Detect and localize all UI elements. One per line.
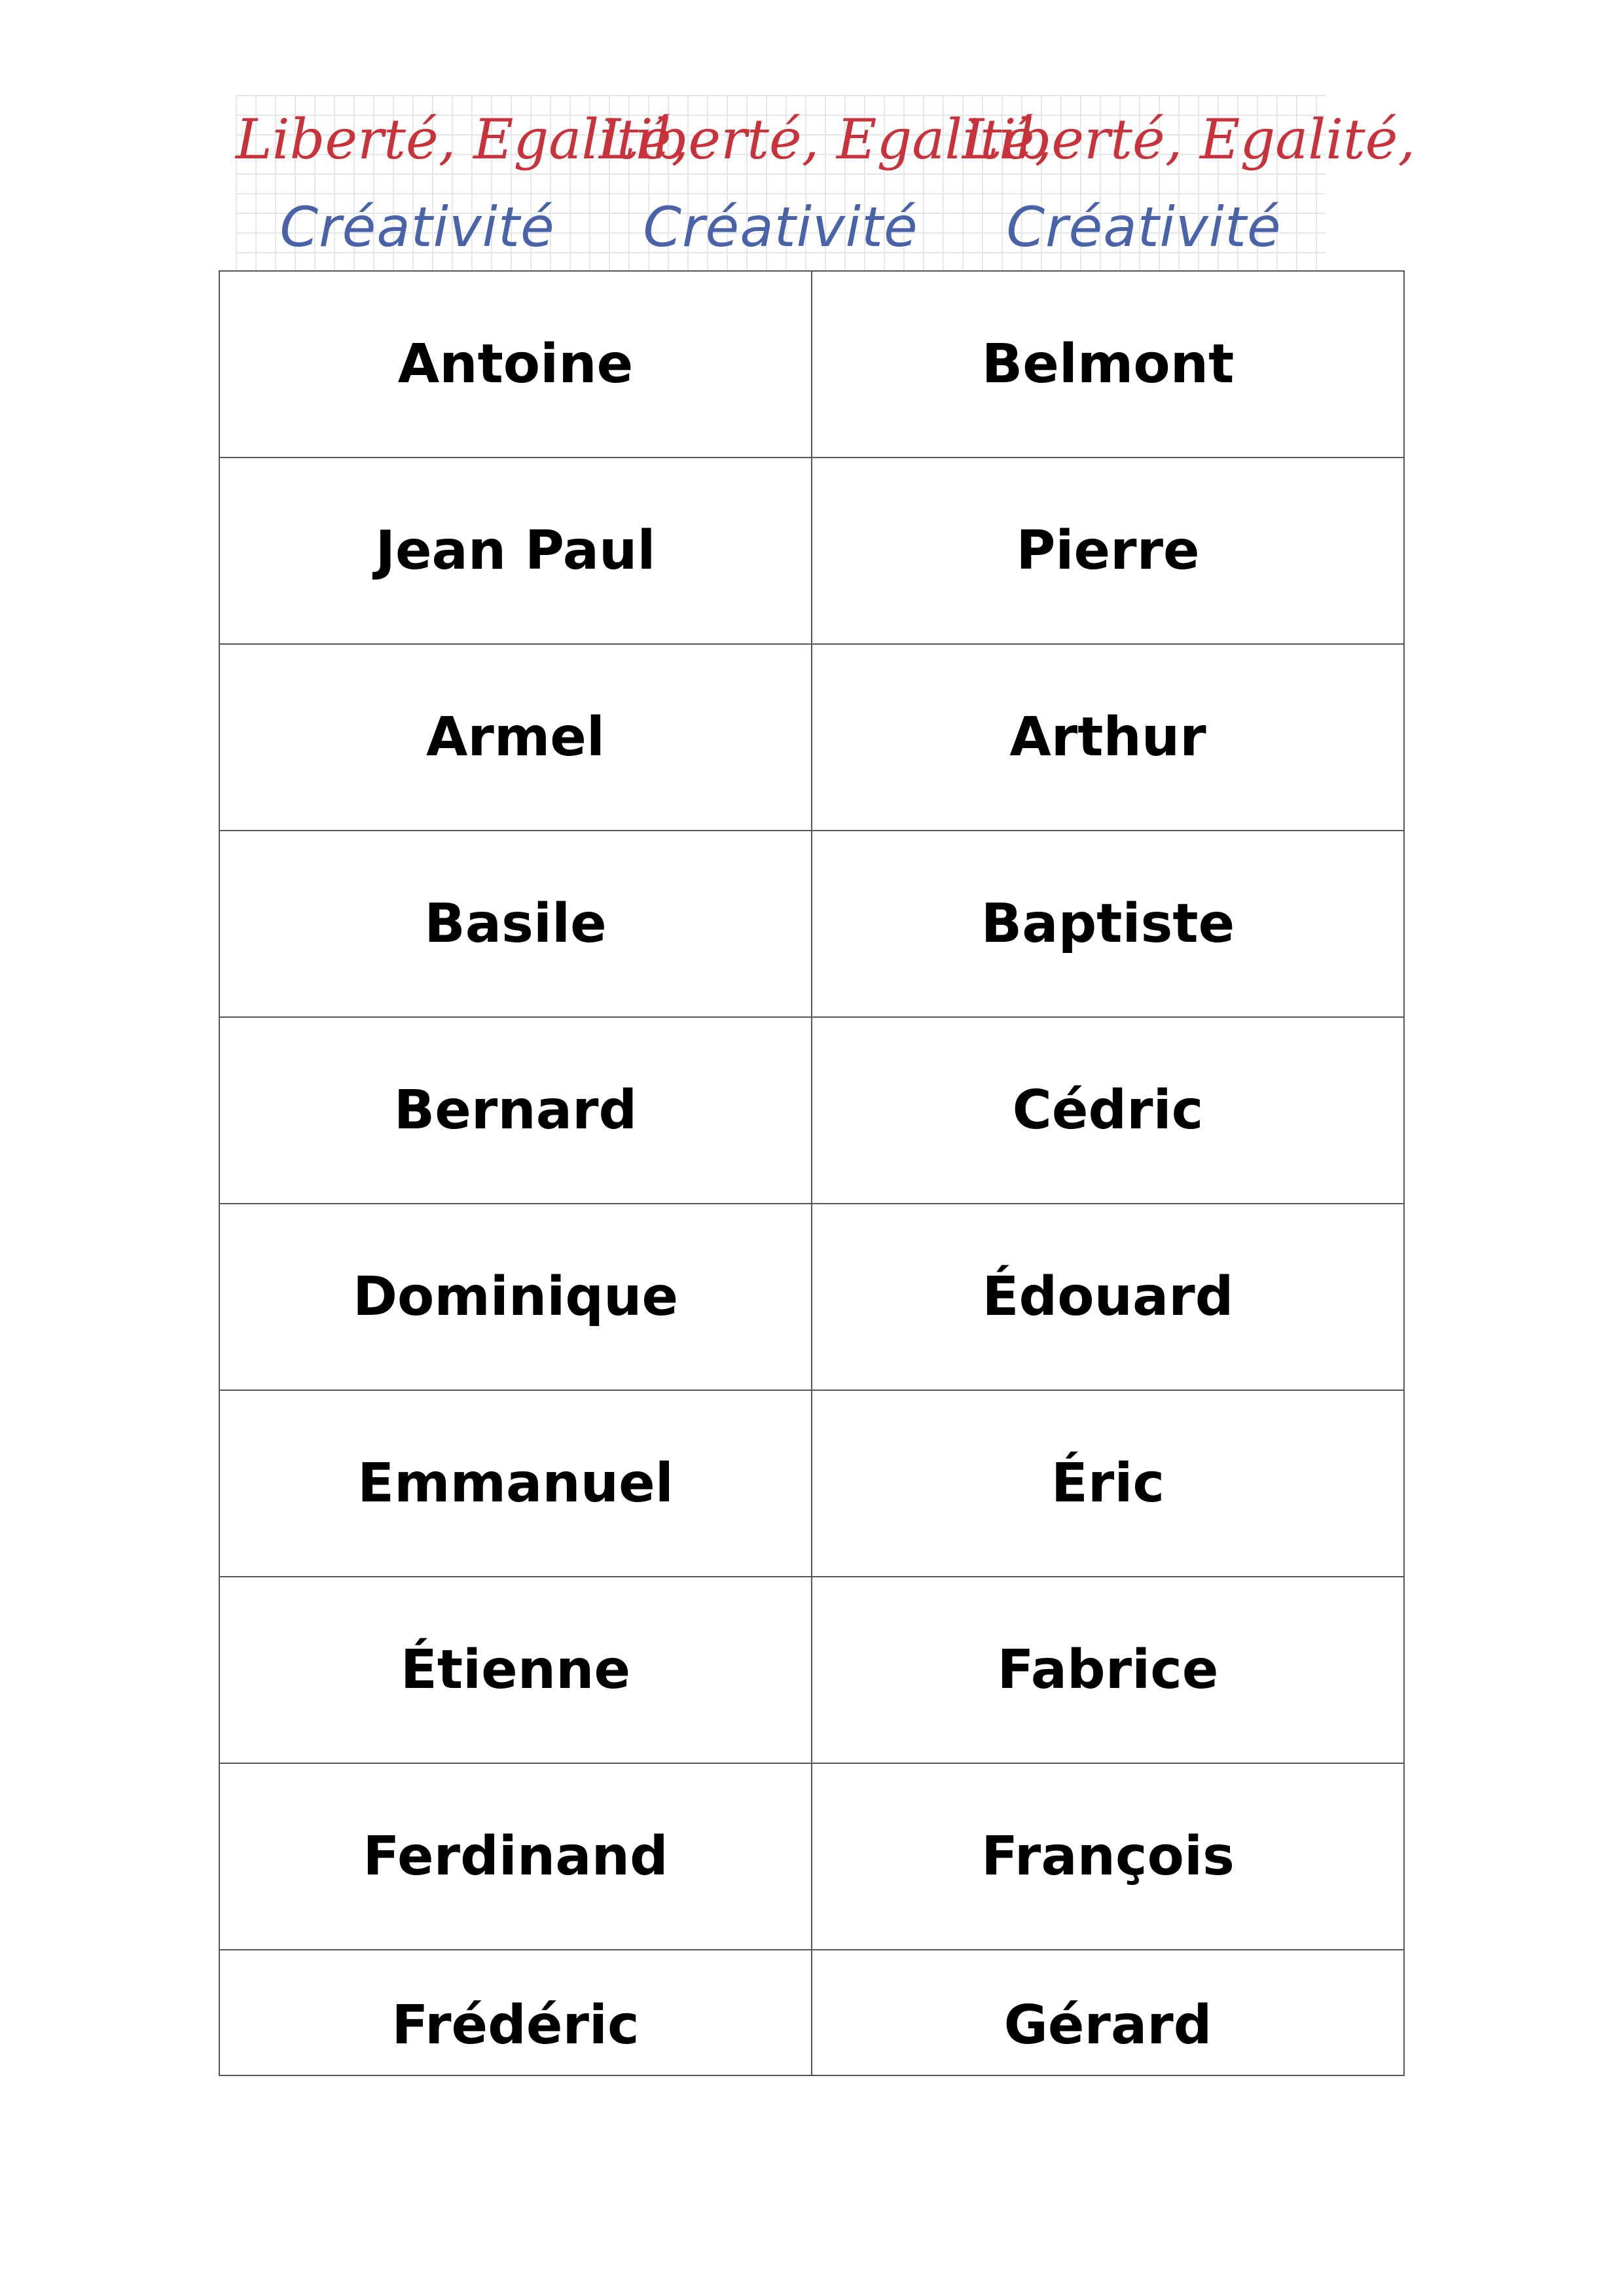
motto-row bbox=[236, 107, 1416, 172]
creativity-text: Créativité bbox=[280, 195, 555, 259]
names-table bbox=[219, 270, 1405, 2076]
creativity-text: Créativité bbox=[1006, 195, 1282, 259]
name-cell: Cédric bbox=[812, 1017, 1404, 1204]
name-cell: Éric bbox=[812, 1390, 1404, 1577]
motto-text: Liberté, Egalité, bbox=[962, 107, 1416, 171]
creativity-row bbox=[236, 194, 1326, 260]
name-cell: Emmanuel bbox=[219, 1390, 812, 1577]
creativity-text: Créativité bbox=[643, 195, 918, 259]
name-cell: Antoine bbox=[219, 271, 812, 457]
table-row bbox=[219, 1950, 1404, 2075]
table-row bbox=[219, 457, 1404, 644]
motto-text: Liberté, Egalité, bbox=[599, 107, 1053, 171]
name-cell: Frédéric bbox=[219, 1950, 812, 2075]
table-row bbox=[219, 1017, 1404, 1204]
name-cell: Gérard bbox=[812, 1950, 1404, 2075]
table-row bbox=[219, 271, 1404, 457]
name-cell: Fabrice bbox=[812, 1577, 1404, 1763]
name-cell: Arthur bbox=[812, 644, 1404, 831]
table-row bbox=[219, 644, 1404, 831]
name-cell: Édouard bbox=[812, 1204, 1404, 1390]
name-cell: Jean Paul bbox=[219, 457, 812, 644]
header-banner bbox=[236, 95, 1416, 270]
name-cell: Ferdinand bbox=[219, 1763, 812, 1950]
name-cell: Pierre bbox=[812, 457, 1404, 644]
name-cell: François bbox=[812, 1763, 1404, 1950]
table-row bbox=[219, 831, 1404, 1017]
name-cell: Baptiste bbox=[812, 831, 1404, 1017]
table-row bbox=[219, 1763, 1404, 1950]
name-cell: Étienne bbox=[219, 1577, 812, 1763]
table-row bbox=[219, 1577, 1404, 1763]
motto-text: Liberté, Egalité, bbox=[236, 107, 689, 171]
name-cell: Basile bbox=[219, 831, 812, 1017]
name-cell: Dominique bbox=[219, 1204, 812, 1390]
table-row bbox=[219, 1204, 1404, 1390]
name-cell: Bernard bbox=[219, 1017, 812, 1204]
table-row bbox=[219, 1390, 1404, 1577]
name-cell: Belmont bbox=[812, 271, 1404, 457]
name-cell: Armel bbox=[219, 644, 812, 831]
